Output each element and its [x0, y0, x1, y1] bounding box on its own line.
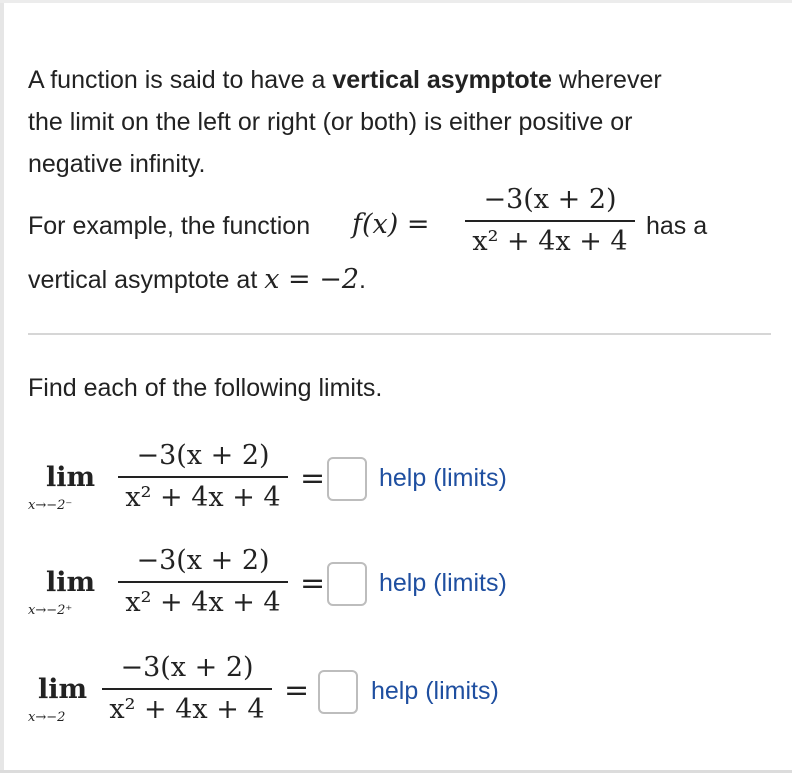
- lim-operator: lim: [46, 462, 96, 493]
- intro-text: wherever: [551, 66, 662, 94]
- lim-operator: lim: [38, 674, 88, 705]
- asymptote-value: x = −2: [264, 264, 360, 295]
- equals-sign: =: [284, 673, 310, 708]
- lim-subscript: x→−2: [28, 710, 66, 725]
- example-text-has-a: has a: [646, 212, 708, 240]
- example-numerator: −3(x + 2): [483, 184, 617, 215]
- section-divider: [28, 333, 771, 335]
- equals-sign: =: [300, 461, 326, 496]
- lim-operator: lim: [46, 567, 96, 598]
- help-limits-link[interactable]: help (limits): [379, 464, 507, 492]
- limit-fraction: [118, 440, 288, 514]
- fraction-bar: [465, 220, 635, 222]
- help-limits-link[interactable]: help (limits): [379, 569, 507, 597]
- example-period: .: [359, 266, 366, 294]
- intro-text: A function is said to have a: [28, 66, 333, 94]
- vertical-asymptote-term: vertical asymptote: [332, 66, 552, 94]
- equals-sign: =: [300, 566, 326, 601]
- lim-subscript: x→−2⁺: [28, 603, 73, 618]
- fraction-bar: [118, 581, 288, 583]
- limit-denominator: x² + 4x + 4: [125, 482, 281, 513]
- instructions: Find each of the following limits.: [28, 374, 383, 402]
- answer-box-left-limit[interactable]: [327, 457, 367, 501]
- limit-fraction: [102, 652, 272, 726]
- fraction-bar: [118, 476, 288, 478]
- intro-line-3: negative infinity.: [28, 150, 206, 178]
- limit-numerator: −3(x + 2): [136, 440, 270, 471]
- intro-line-2: the limit on the left or right (or both) is either positive or: [28, 108, 633, 136]
- example-fraction: [465, 184, 635, 258]
- panel-left-border: [0, 0, 4, 773]
- example-line-2: [28, 259, 366, 301]
- example-denominator: x² + 4x + 4: [472, 226, 628, 257]
- fraction-bar: [102, 688, 272, 690]
- example-text: For example, the function: [28, 212, 311, 240]
- intro-line-1: [28, 59, 662, 101]
- answer-box-right-limit[interactable]: [327, 562, 367, 606]
- answer-box-two-sided-limit[interactable]: [318, 670, 358, 714]
- panel-top-border: [0, 0, 792, 3]
- limit-numerator: −3(x + 2): [136, 545, 270, 576]
- example-text: vertical asymptote at: [28, 266, 265, 294]
- limit-fraction: [118, 545, 288, 619]
- example-function-name: f(x) =: [352, 209, 430, 240]
- limit-denominator: x² + 4x + 4: [109, 694, 265, 725]
- lim-subscript: x→−2⁻: [28, 498, 73, 513]
- limit-denominator: x² + 4x + 4: [125, 587, 281, 618]
- help-limits-link[interactable]: help (limits): [371, 677, 499, 705]
- limit-numerator: −3(x + 2): [120, 652, 254, 683]
